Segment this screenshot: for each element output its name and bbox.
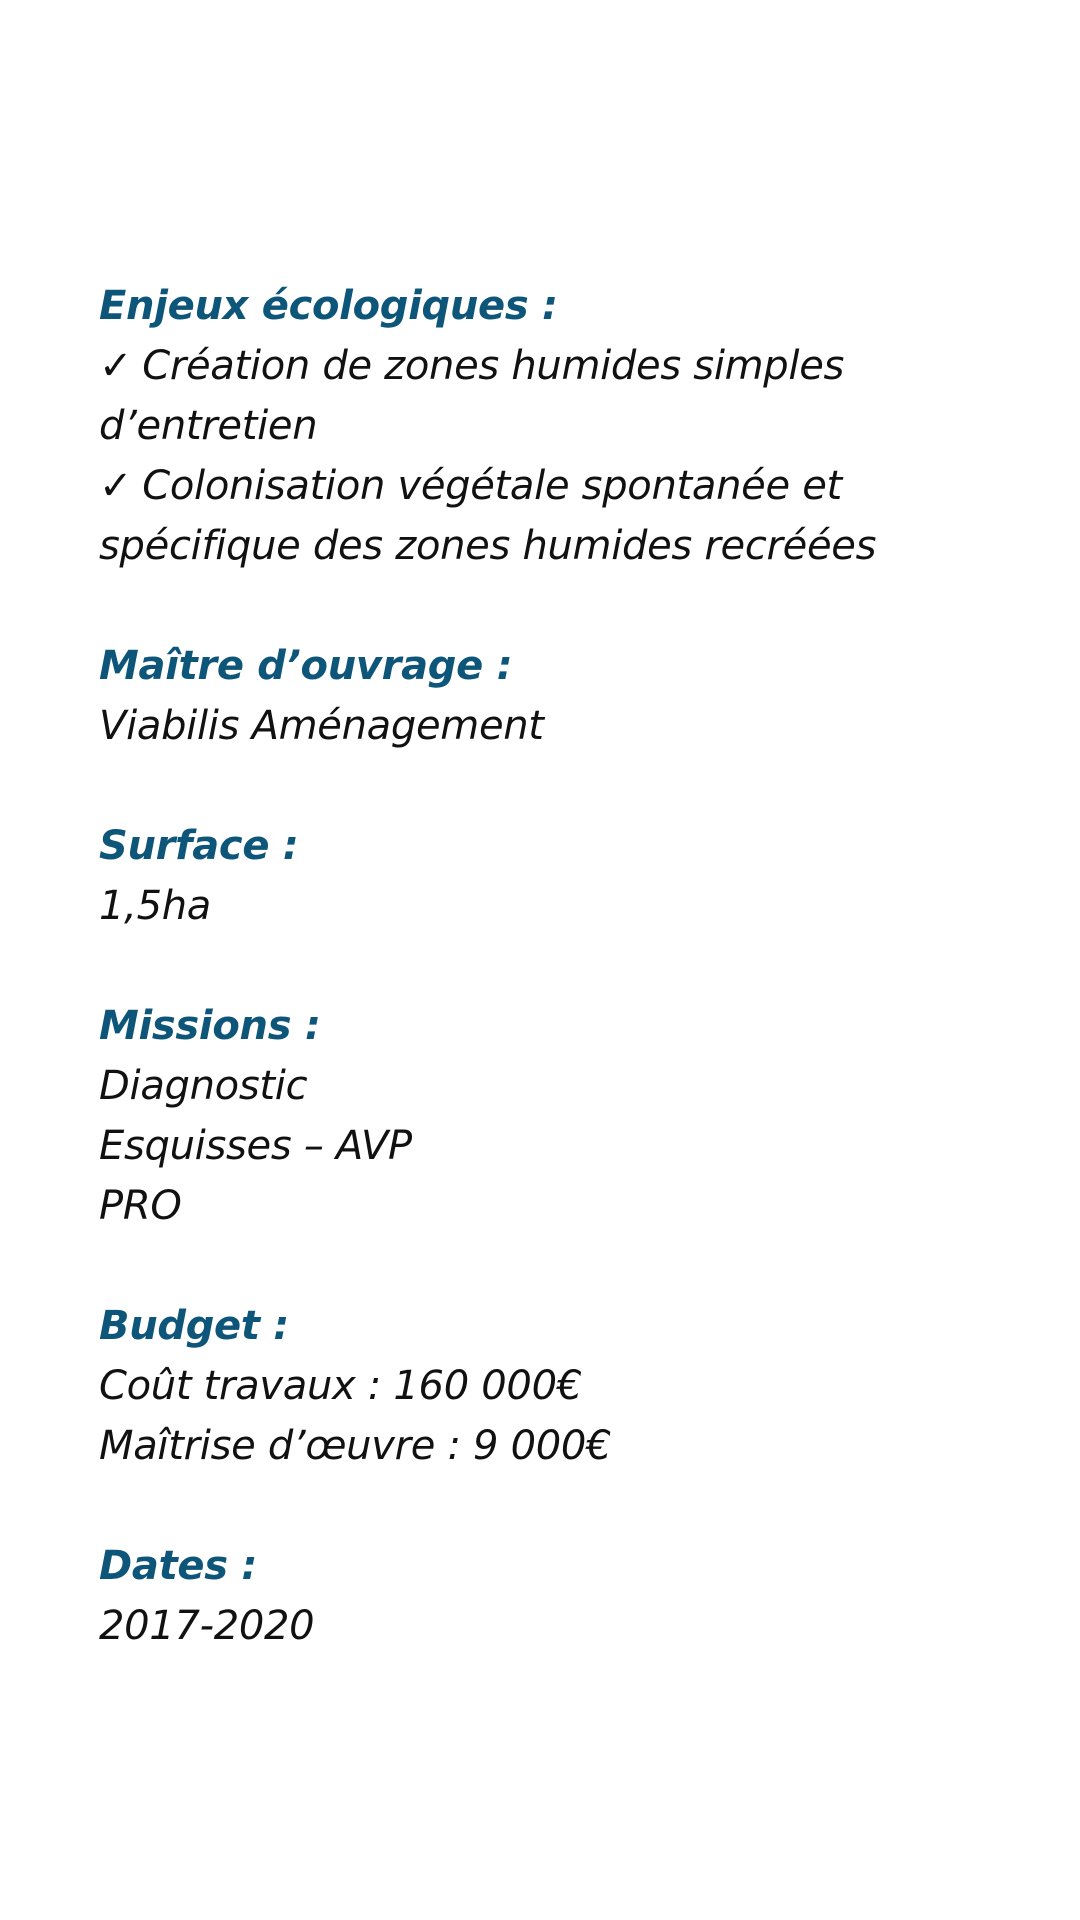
ecology-item-2-line-2: spécifique des zones humides recréées (99, 523, 877, 569)
ecology-item-2 (99, 456, 979, 516)
mission-item: PRO (99, 1183, 182, 1229)
ecology-item-2-line-1: Colonisation végétale spontanée et (142, 463, 842, 509)
surface-value: 1,5ha (99, 883, 211, 929)
ecology-section (99, 276, 979, 576)
checkmark-icon: ✓ (99, 463, 133, 509)
missions-section (99, 996, 979, 1236)
ecology-item-1-line-1: Création de zones humides simples (142, 343, 845, 389)
dates-value: 2017-2020 (99, 1603, 315, 1649)
ecology-heading: Enjeux écologiques : (99, 283, 558, 329)
missions-heading: Missions : (99, 1003, 321, 1049)
owner-value: Viabilis Aménagement (99, 703, 544, 749)
mission-item: Diagnostic (99, 1063, 308, 1109)
surface-section (99, 816, 979, 936)
surface-heading: Surface : (99, 823, 299, 869)
budget-works-cost: Coût travaux : 160 000€ (99, 1363, 582, 1409)
project-details (99, 276, 979, 1716)
dates-section (99, 1536, 979, 1656)
mission-item: Esquisses – AVP (99, 1123, 412, 1169)
ecology-item-1 (99, 336, 979, 396)
owner-heading: Maître d’ouvrage : (99, 643, 513, 689)
owner-section (99, 636, 979, 756)
budget-heading: Budget : (99, 1303, 290, 1349)
ecology-item-1-line-2: d’entretien (99, 403, 318, 449)
budget-section (99, 1296, 979, 1476)
dates-heading: Dates : (99, 1543, 258, 1589)
budget-project-management: Maîtrise d’œuvre : 9 000€ (99, 1423, 612, 1469)
checkmark-icon: ✓ (99, 343, 133, 389)
